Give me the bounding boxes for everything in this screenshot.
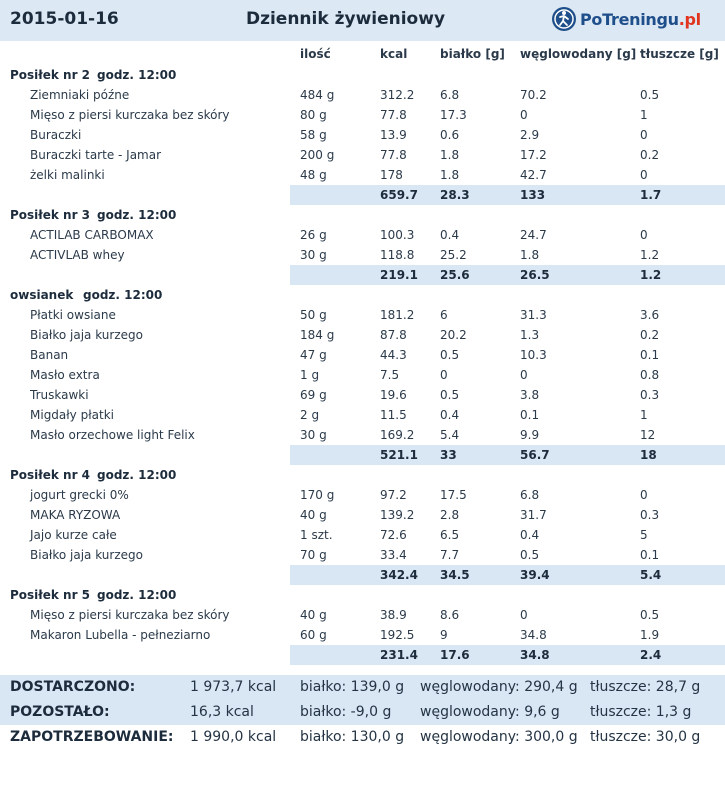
food-kcal: 118.8 [380, 248, 415, 262]
food-kcal: 7.5 [380, 368, 400, 382]
food-fat: 0 [640, 168, 648, 182]
food-kcal: 72.6 [380, 528, 407, 542]
food-kcal: 181.2 [380, 308, 415, 322]
food-kcal: 11.5 [380, 408, 407, 422]
food-qty: 80 g [300, 108, 327, 122]
food-row [0, 305, 725, 325]
summary-kcal: 1 973,7 kcal [190, 679, 277, 695]
total-fat: 5.4 [640, 568, 662, 582]
total-fat: 1.7 [640, 188, 662, 202]
food-fat: 3.6 [640, 308, 660, 322]
food-name: Banan [30, 348, 69, 362]
potreningu-logo[interactable] [551, 5, 701, 33]
col-protein-header: białko [g] [440, 47, 505, 61]
food-carbs: 0.1 [520, 408, 540, 422]
food-name: ACTIVLAB whey [30, 248, 125, 262]
total-protein: 25.6 [440, 268, 470, 282]
summary-label: DOSTARCZONO: [10, 679, 136, 695]
food-qty: 200 g [300, 148, 335, 162]
food-carbs: 24.7 [520, 228, 547, 242]
food-qty: 48 g [300, 168, 327, 182]
food-row [0, 365, 725, 385]
food-protein: 6.8 [440, 88, 460, 102]
total-carbs: 133 [520, 188, 546, 202]
food-fat: 0.2 [640, 328, 660, 342]
summary-protein: białko: -9,0 g [300, 704, 392, 720]
total-carbs: 34.8 [520, 648, 550, 662]
food-kcal: 44.3 [380, 348, 407, 362]
summary-label: ZAPOTRZEBOWANIE: [10, 729, 174, 745]
total-kcal: 521.1 [380, 448, 418, 462]
total-kcal: 659.7 [380, 188, 418, 202]
food-name: Jajo kurze całe [30, 528, 117, 542]
food-qty: 50 g [300, 308, 327, 322]
food-protein: 1.8 [440, 168, 460, 182]
total-protein: 28.3 [440, 188, 470, 202]
food-protein: 17.5 [440, 488, 467, 502]
food-fat: 0 [640, 228, 648, 242]
food-fat: 0.3 [640, 508, 660, 522]
food-protein: 9 [440, 628, 448, 642]
food-row [0, 345, 725, 365]
food-name: Makaron Lubella - pełneziarno [30, 628, 211, 642]
food-kcal: 33.4 [380, 548, 407, 562]
food-row [0, 325, 725, 345]
food-name: Białko jaja kurzego [30, 548, 143, 562]
summary-protein: białko: 130,0 g [300, 729, 405, 745]
food-carbs: 17.2 [520, 148, 547, 162]
food-kcal: 169.2 [380, 428, 415, 442]
food-row [0, 425, 725, 445]
food-carbs: 42.7 [520, 168, 547, 182]
meal-total-row [0, 645, 725, 665]
food-name: Mięso z piersi kurczaka bez skóry [30, 608, 230, 622]
summary-row [0, 725, 725, 750]
col-qty-header: ilość [300, 47, 331, 61]
food-carbs: 0 [520, 608, 528, 622]
food-protein: 0.6 [440, 128, 460, 142]
food-protein: 5.4 [440, 428, 460, 442]
food-row [0, 605, 725, 625]
food-protein: 20.2 [440, 328, 467, 342]
food-kcal: 19.6 [380, 388, 407, 402]
summary-kcal: 16,3 kcal [190, 704, 254, 720]
food-protein: 1.8 [440, 148, 460, 162]
food-carbs: 70.2 [520, 88, 547, 102]
food-row [0, 225, 725, 245]
meal-name: Posiłek nr 2 [10, 68, 91, 82]
total-kcal: 231.4 [380, 648, 418, 662]
food-protein: 0.4 [440, 408, 460, 422]
summary-row [0, 700, 725, 725]
food-row [0, 105, 725, 125]
food-fat: 0 [640, 128, 648, 142]
food-kcal: 38.9 [380, 608, 407, 622]
food-name: Truskawki [30, 388, 89, 402]
food-kcal: 100.3 [380, 228, 415, 242]
meal-header [0, 205, 725, 225]
summary-fat: tłuszcze: 1,3 g [590, 704, 692, 720]
food-fat: 0.8 [640, 368, 660, 382]
food-carbs: 0.4 [520, 528, 540, 542]
food-qty: 2 g [300, 408, 320, 422]
summary-kcal: 1 990,0 kcal [190, 729, 277, 745]
food-protein: 0.5 [440, 388, 460, 402]
summary-carbs: węglowodany: 9,6 g [420, 704, 560, 720]
food-carbs: 0 [520, 368, 528, 382]
total-kcal: 342.4 [380, 568, 418, 582]
food-qty: 170 g [300, 488, 335, 502]
summary-row [0, 675, 725, 700]
meal-name: Posiłek nr 3 [10, 208, 91, 222]
meal-header [0, 585, 725, 605]
food-qty: 26 g [300, 228, 327, 242]
total-fat: 2.4 [640, 648, 662, 662]
meal-name: Posiłek nr 5 [10, 588, 91, 602]
food-kcal: 139.2 [380, 508, 415, 522]
food-row [0, 485, 725, 505]
food-carbs: 31.7 [520, 508, 547, 522]
food-protein: 25.2 [440, 248, 467, 262]
meal-header [0, 65, 725, 85]
food-name: Buraczki tarte - Jamar [30, 148, 162, 162]
food-kcal: 13.9 [380, 128, 407, 142]
food-carbs: 0 [520, 108, 528, 122]
food-qty: 1 g [300, 368, 320, 382]
logo-tld: .pl [678, 9, 701, 29]
food-row [0, 505, 725, 525]
meal-time: godz. 12:00 [83, 288, 163, 302]
summary-fat: tłuszcze: 28,7 g [590, 679, 701, 695]
meal-time: godz. 12:00 [97, 588, 177, 602]
summary-protein: białko: 139,0 g [300, 679, 405, 695]
total-carbs: 26.5 [520, 268, 550, 282]
food-row [0, 525, 725, 545]
food-kcal: 178 [380, 168, 403, 182]
food-kcal: 77.8 [380, 108, 407, 122]
food-fat: 1 [640, 108, 648, 122]
total-carbs: 39.4 [520, 568, 550, 582]
food-carbs: 1.8 [520, 248, 540, 262]
food-name: Masło extra [30, 368, 100, 382]
food-carbs: 10.3 [520, 348, 547, 362]
food-carbs: 0.5 [520, 548, 540, 562]
food-fat: 0.1 [640, 348, 660, 362]
food-protein: 17.3 [440, 108, 467, 122]
logo-text: PoTreningu [580, 9, 679, 29]
food-qty: 69 g [300, 388, 327, 402]
food-name: MAKA RYZOWA [30, 508, 121, 522]
col-kcal-header: kcal [380, 47, 408, 61]
food-kcal: 97.2 [380, 488, 407, 502]
food-row [0, 385, 725, 405]
food-carbs: 6.8 [520, 488, 540, 502]
food-row [0, 405, 725, 425]
total-fat: 18 [640, 448, 657, 462]
food-fat: 12 [640, 428, 656, 442]
food-kcal: 312.2 [380, 88, 415, 102]
food-carbs: 31.3 [520, 308, 547, 322]
total-protein: 33 [440, 448, 457, 462]
food-protein: 0.5 [440, 348, 460, 362]
meal-total-row [0, 185, 725, 205]
food-carbs: 9.9 [520, 428, 540, 442]
summary-carbs: węglowodany: 300,0 g [420, 729, 578, 745]
food-protein: 0 [440, 368, 448, 382]
logo-icon [551, 6, 577, 32]
food-qty: 40 g [300, 508, 327, 522]
report-date: 2015-01-16 [10, 9, 119, 29]
food-fat: 0.5 [640, 608, 660, 622]
meal-total-row [0, 565, 725, 585]
food-carbs: 3.8 [520, 388, 540, 402]
food-qty: 30 g [300, 248, 327, 262]
food-row [0, 245, 725, 265]
food-qty: 58 g [300, 128, 327, 142]
meal-time: godz. 12:00 [97, 68, 177, 82]
meal-header [0, 285, 725, 305]
food-name: Mięso z piersi kurczaka bez skóry [30, 108, 230, 122]
food-fat: 1 [640, 408, 648, 422]
total-kcal: 219.1 [380, 268, 418, 282]
food-name: Białko jaja kurzego [30, 328, 143, 342]
food-fat: 0.5 [640, 88, 660, 102]
food-qty: 70 g [300, 548, 327, 562]
page-header [0, 0, 725, 41]
food-name: Masło orzechowe light Felix [30, 428, 195, 442]
total-protein: 34.5 [440, 568, 470, 582]
meal-header [0, 465, 725, 485]
food-fat: 0 [640, 488, 648, 502]
food-protein: 6 [440, 308, 448, 322]
food-protein: 7.7 [440, 548, 460, 562]
food-protein: 0.4 [440, 228, 460, 242]
food-qty: 30 g [300, 428, 327, 442]
food-qty: 1 szt. [300, 528, 333, 542]
food-name: Ziemniaki późne [30, 88, 130, 102]
food-fat: 5 [640, 528, 648, 542]
food-fat: 1.9 [640, 628, 660, 642]
food-qty: 484 g [300, 88, 335, 102]
food-name: Migdały płatki [30, 408, 114, 422]
total-protein: 17.6 [440, 648, 470, 662]
food-row [0, 165, 725, 185]
food-name: Buraczki [30, 128, 82, 142]
meal-time: godz. 12:00 [97, 468, 177, 482]
col-fat-header: tłuszcze [g] [640, 47, 719, 61]
food-fat: 0.1 [640, 548, 660, 562]
food-qty: 47 g [300, 348, 327, 362]
total-fat: 1.2 [640, 268, 662, 282]
summary-carbs: węglowodany: 290,4 g [420, 679, 578, 695]
food-name: ACTILAB CARBOMAX [30, 228, 154, 242]
col-carbs-header: węglowodany [g] [520, 47, 637, 61]
food-fat: 0.3 [640, 388, 660, 402]
meal-name: Posiłek nr 4 [10, 468, 91, 482]
food-name: jogurt grecki 0% [30, 488, 129, 502]
food-fat: 0.2 [640, 148, 660, 162]
food-row [0, 125, 725, 145]
food-row [0, 545, 725, 565]
food-name: Płatki owsiane [30, 308, 116, 322]
food-row [0, 625, 725, 645]
food-row [0, 85, 725, 105]
food-name: żelki malinki [30, 168, 105, 182]
food-fat: 1.2 [640, 248, 660, 262]
food-qty: 60 g [300, 628, 327, 642]
meal-name: owsianek [10, 288, 74, 302]
food-protein: 2.8 [440, 508, 460, 522]
food-protein: 6.5 [440, 528, 460, 542]
food-protein: 8.6 [440, 608, 460, 622]
summary-label: POZOSTAŁO: [10, 704, 110, 720]
total-carbs: 56.7 [520, 448, 550, 462]
food-qty: 40 g [300, 608, 327, 622]
meal-total-row [0, 445, 725, 465]
summary-fat: tłuszcze: 30,0 g [590, 729, 701, 745]
meal-total-row [0, 265, 725, 285]
page-title: Dziennik żywieniowy [245, 9, 446, 29]
food-qty: 184 g [300, 328, 335, 342]
food-kcal: 77.8 [380, 148, 407, 162]
food-row [0, 145, 725, 165]
food-carbs: 34.8 [520, 628, 547, 642]
food-carbs: 2.9 [520, 128, 540, 142]
food-carbs: 1.3 [520, 328, 540, 342]
food-kcal: 192.5 [380, 628, 415, 642]
food-kcal: 87.8 [380, 328, 407, 342]
meal-time: godz. 12:00 [97, 208, 177, 222]
